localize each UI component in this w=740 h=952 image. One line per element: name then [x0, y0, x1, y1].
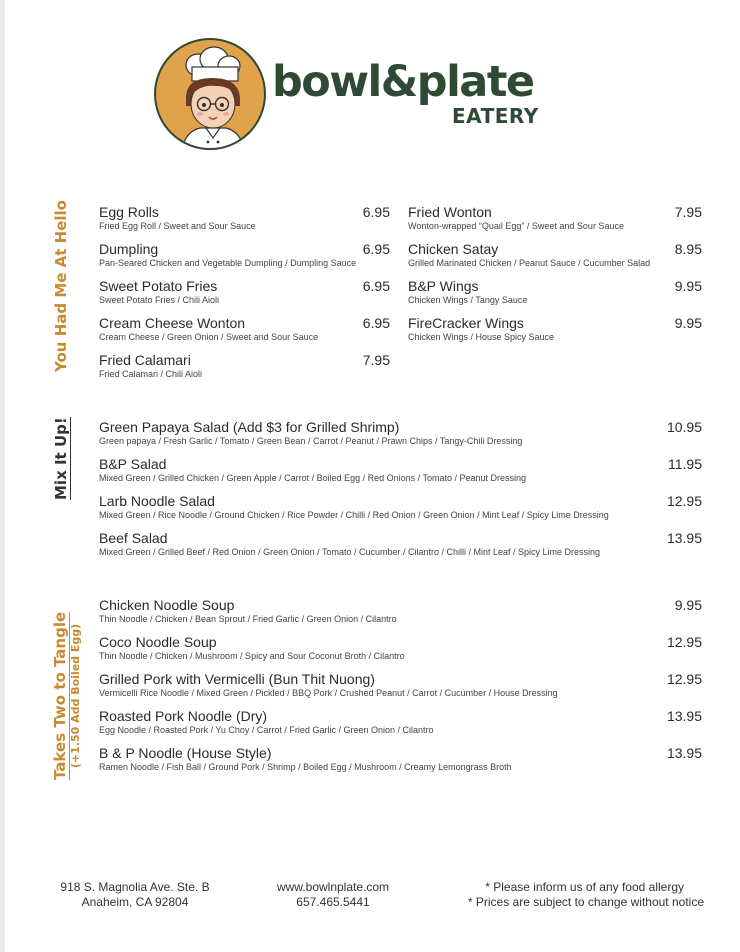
menu-item-description: Mixed Green / Rice Noodle / Ground Chicken / Rice Powder / Chilli / Red Onion / Green Onion / Mint Leaf / Spicy Lime Dressing	[99, 510, 609, 520]
website-link[interactable]: www.bowlnplate.com	[276, 880, 390, 894]
menu-item-name: Chicken Satay	[408, 241, 499, 257]
brand	[272, 57, 539, 128]
menu-item	[99, 493, 609, 521]
section-note: (+1.50 Add Boiled Egg)	[69, 623, 82, 769]
menu-item-name: Coco Noodle Soup	[99, 634, 217, 650]
menu-item-description: Egg Noodle / Roasted Pork / Yu Choy / Carrot / Fried Garlic / Green Onion / Cilantro	[99, 725, 434, 735]
menu-item-name: Roasted Pork Noodle (Dry)	[99, 708, 268, 724]
menu-item-description: Sweet Potato Fries / Chili Aioli	[99, 295, 220, 305]
section-title-text: Mix It Up!	[52, 417, 70, 500]
menu-item-description: Pan-Seared Chicken and Vegetable Dumpling / Dumpling Sauce	[99, 258, 357, 268]
menu-item	[99, 671, 558, 699]
menu-item-name: Dumpling	[99, 241, 159, 257]
footer-contact	[260, 880, 406, 910]
section-title	[51, 612, 69, 780]
menu-item-description: Fried Calamari / Chili Aioli	[99, 369, 203, 379]
menu-item	[99, 352, 202, 380]
menu-item	[408, 204, 624, 232]
menu-item-name: B&P Wings	[408, 278, 479, 294]
menu-item-price: 11.95	[668, 456, 702, 472]
menu-item	[99, 419, 522, 447]
menu-item-description: Mixed Green / Grilled Chicken / Green Apple / Carrot / Boiled Egg / Red Onions / Tomato / Peanut Dressing	[99, 473, 527, 483]
menu-item-description: Chicken Wings / House Spicy Sauce	[408, 332, 555, 342]
menu-item-description: Wonton-wrapped “Quail Egg” / Sweet and Sour Sauce	[408, 221, 624, 231]
menu-item-price: 8.95	[674, 241, 702, 257]
section-title-text: Takes Two to Tangle	[51, 611, 69, 780]
menu-item	[408, 315, 554, 343]
section-title	[52, 417, 70, 500]
menu-item-price: 9.95	[674, 315, 702, 331]
menu-item-name: Sweet Potato Fries	[99, 278, 218, 294]
menu-item-description: Thin Noodle / Chicken / Mushroom / Spicy and Sour Coconut Broth / Cilantro	[99, 651, 405, 661]
menu-item-name: FireCracker Wings	[408, 315, 524, 331]
price-note: * Prices are subject to change without notice	[467, 895, 704, 909]
section-label-starters	[52, 200, 70, 372]
menu-item-price: 6.95	[362, 315, 390, 331]
menu-item-name: Egg Rolls	[99, 204, 159, 220]
menu-item	[99, 315, 318, 343]
address-line-2: Anaheim, CA 92804	[81, 895, 189, 909]
menu-item-price: 9.95	[674, 597, 702, 613]
menu-item-description: Fried Egg Roll / Sweet and Sour Sauce	[99, 221, 256, 231]
footer-notes	[440, 880, 704, 910]
menu-item-name: Cream Cheese Wonton	[99, 315, 246, 331]
menu-item	[99, 530, 600, 558]
menu-item-name: Fried Calamari	[99, 352, 191, 368]
menu-item-price: 6.95	[362, 278, 390, 294]
menu-item-description: Thin Noodle / Chicken / Bean Sprout / Fried Garlic / Green Onion / Cilantro	[99, 614, 397, 624]
menu-item-name: Chicken Noodle Soup	[99, 597, 235, 613]
section-title: You Had Me At Hello	[52, 200, 70, 372]
menu-item-price: 6.95	[362, 204, 390, 220]
menu-item-name: B&P Salad	[99, 456, 167, 472]
footer-address	[45, 880, 225, 910]
menu-item	[408, 241, 650, 269]
menu-item	[99, 597, 397, 625]
menu-item-price: 13.95	[666, 708, 702, 724]
menu-item-description: Mixed Green / Grilled Beef / Red Onion / Green Onion / Tomato / Cucumber / Cilantro / Chilli / Mint Leaf / Spicy Lime Dressing	[99, 547, 601, 557]
menu-item	[99, 278, 219, 306]
page-edge	[0, 0, 5, 952]
address-line-1: 918 S. Magnolia Ave. Ste. B	[60, 880, 210, 894]
menu-item-name: B & P Noodle (House Style)	[99, 745, 272, 761]
menu-item-description: Ramen Noodle / Fish Ball / Ground Pork / Shrimp / Boiled Egg / Mushroom / Creamy Lemongrass Broth	[99, 762, 512, 772]
menu-item-name: Larb Noodle Salad	[99, 493, 215, 509]
menu-item-price: 9.95	[674, 278, 702, 294]
brand-subtitle: EATERY	[452, 104, 539, 128]
menu-item	[99, 456, 526, 484]
menu-item	[408, 278, 527, 306]
menu-item-price: 13.95	[666, 530, 702, 546]
menu-item-description: Green papaya / Fresh Garlic / Tomato / Green Bean / Carrot / Peanut / Prawn Chips / Tangy-Chili Dressing	[99, 436, 523, 446]
menu-item-price: 12.95	[666, 493, 702, 509]
section-label-soups	[51, 612, 82, 780]
menu-item-price: 12.95	[666, 671, 702, 687]
menu-item-name: Fried Wonton	[408, 204, 492, 220]
menu-item	[99, 708, 434, 736]
menu-item-name: Green Papaya Salad (Add $3 for Grilled Shrimp)	[99, 419, 400, 435]
brand-name: bowl&plate	[272, 57, 534, 107]
chef-logo-icon	[154, 38, 266, 150]
menu-item-price: 7.95	[362, 352, 390, 368]
phone-number: 657.465.5441	[296, 895, 370, 909]
menu-item-price: 10.95	[666, 419, 702, 435]
menu-item-price: 7.95	[674, 204, 702, 220]
menu-item	[99, 204, 256, 232]
menu-item-description: Chicken Wings / Tangy Sauce	[408, 295, 528, 305]
section-label-salads	[52, 417, 70, 500]
menu-item-name: Beef Salad	[99, 530, 168, 546]
menu-item-description: Grilled Marinated Chicken / Peanut Sauce / Cucumber Salad	[408, 258, 651, 268]
menu-item-price: 13.95	[666, 745, 702, 761]
menu-item-description: Cream Cheese / Green Onion / Sweet and Sour Sauce	[99, 332, 319, 342]
allergy-note: * Please inform us of any food allergy	[485, 880, 684, 894]
menu-item-price: 6.95	[362, 241, 390, 257]
menu-item	[99, 634, 405, 662]
menu-item-name: Grilled Pork with Vermicelli (Bun Thit Nuong)	[99, 671, 375, 687]
menu-item	[99, 241, 356, 269]
menu-item	[99, 745, 512, 773]
logo	[154, 38, 544, 156]
menu-item-description: Vermicelli Rice Noodle / Mixed Green / Pickled / BBQ Pork / Crushed Peanut / Carrot / Cucumber / House Dressing	[99, 688, 558, 698]
menu-item-price: 12.95	[666, 634, 702, 650]
